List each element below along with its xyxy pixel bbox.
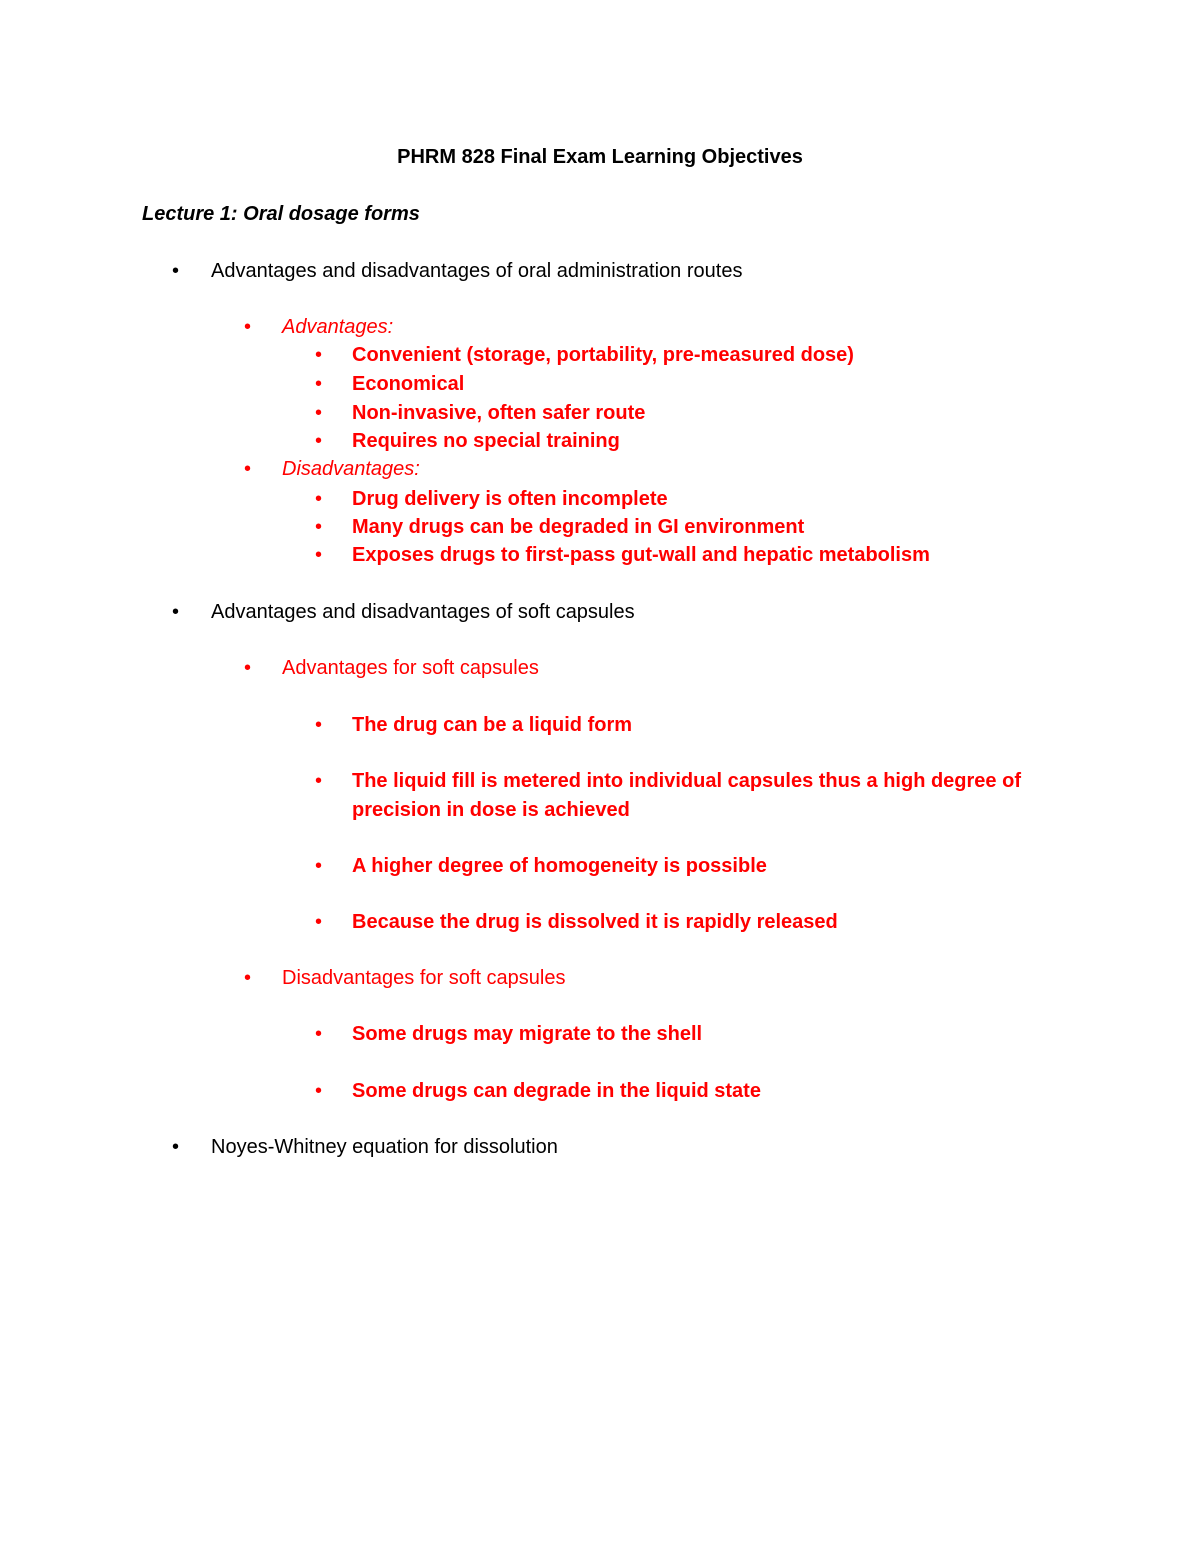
bullet-marker <box>172 598 179 626</box>
bullet-marker <box>315 1020 322 1048</box>
objective-oral-routes: Advantages and disadvantages of oral administration routes <box>211 260 743 282</box>
bullet-marker <box>315 767 322 795</box>
bullet-marker <box>315 513 322 541</box>
list-item: A higher degree of homogeneity is possible <box>352 855 767 877</box>
objective-noyes-whitney: Noyes-Whitney equation for dissolution <box>211 1136 558 1158</box>
lecture-heading: Lecture 1: Oral dosage forms <box>142 203 420 225</box>
list-item: Economical <box>352 373 465 395</box>
bullet-marker <box>315 341 322 369</box>
bullet-marker <box>172 257 179 285</box>
bullet-marker <box>315 399 322 427</box>
objective-soft-capsules: Advantages and disadvantages of soft capsules <box>211 601 635 623</box>
bullet-marker <box>315 541 322 569</box>
list-item: Many drugs can be degraded in GI environment <box>352 516 805 538</box>
bullet-marker <box>244 964 251 992</box>
list-item: Some drugs can degrade in the liquid state <box>352 1080 761 1102</box>
advantages-label: Advantages: <box>282 316 394 338</box>
list-item: The drug can be a liquid form <box>352 714 633 736</box>
bullet-marker <box>244 313 251 341</box>
list-item-continuation: precision in dose is achieved <box>352 799 630 821</box>
disadvantages-label: Disadvantages for soft capsules <box>282 967 566 989</box>
list-item: Drug delivery is often incomplete <box>352 488 668 510</box>
bullet-marker <box>172 1133 179 1161</box>
list-item: Requires no special training <box>352 430 620 452</box>
list-item: Non-invasive, often safer route <box>352 402 646 424</box>
list-item: Convenient (storage, portability, pre-measured dose) <box>352 344 854 366</box>
bullet-marker <box>315 427 322 455</box>
bullet-marker <box>315 852 322 880</box>
bullet-marker <box>315 1077 322 1105</box>
bullet-marker <box>315 908 322 936</box>
list-item: Some drugs may migrate to the shell <box>352 1023 703 1045</box>
page-title: PHRM 828 Final Exam Learning Objectives <box>397 146 803 168</box>
bullet-marker <box>315 485 322 513</box>
list-item: Because the drug is dissolved it is rapidly released <box>352 911 838 933</box>
bullet-marker <box>244 654 251 682</box>
advantages-label: Advantages for soft capsules <box>282 657 539 679</box>
bullet-marker <box>244 455 251 483</box>
bullet-marker <box>315 711 322 739</box>
list-item: Exposes drugs to first-pass gut-wall and hepatic metabolism <box>352 544 930 566</box>
bullet-marker <box>315 370 322 398</box>
list-item: The liquid fill is metered into individual capsules thus a high degree of <box>352 770 1021 792</box>
disadvantages-label: Disadvantages: <box>282 458 420 480</box>
